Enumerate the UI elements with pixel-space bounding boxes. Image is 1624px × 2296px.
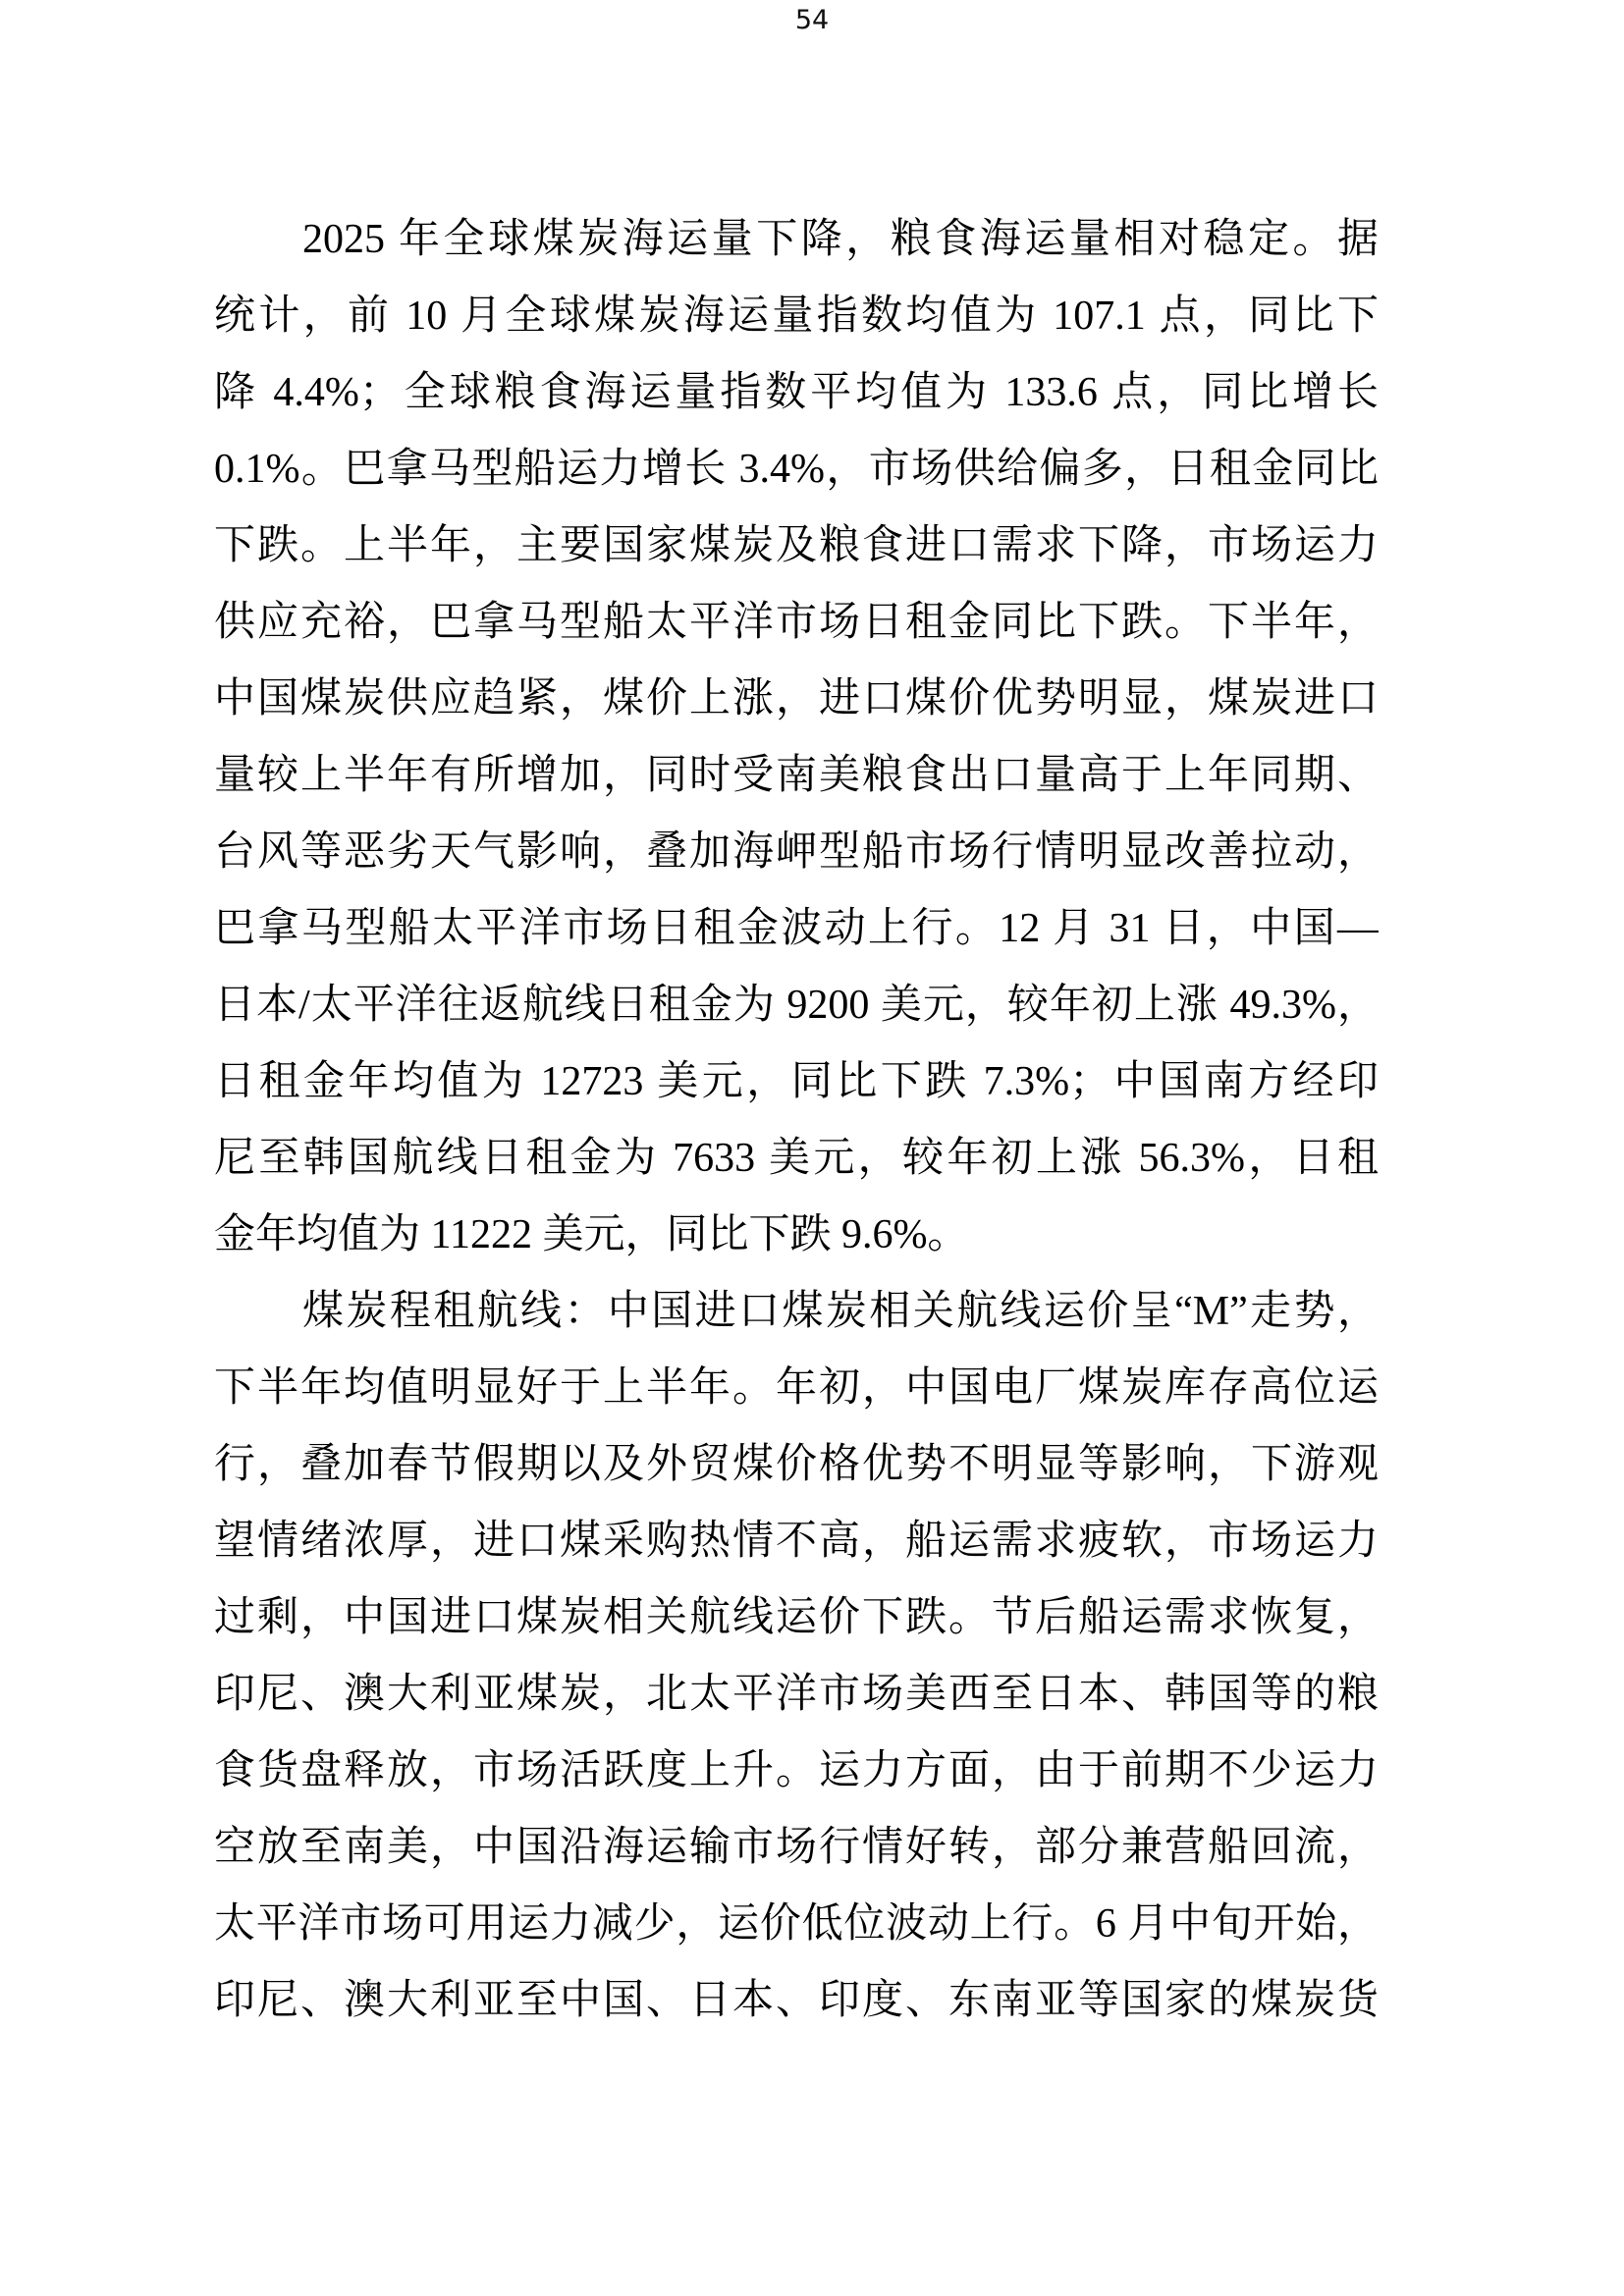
text-line: 统计，前 10 月全球煤炭海运量指数均值为 107.1 点，同比下 bbox=[214, 294, 1379, 339]
text-line: 空放至南美，中国沿海运输市场行情好转，部分兼营船回流， bbox=[214, 1825, 1379, 1870]
text-line: 巴拿马型船太平洋市场日租金波动上行。12 月 31 日，中国— bbox=[214, 906, 1379, 951]
page-number: 54 bbox=[794, 5, 830, 35]
text-line: 太平洋市场可用运力减少，运价低位波动上行。6 月中旬开始， bbox=[214, 1901, 1379, 1947]
text-line: 中国煤炭供应趋紧，煤价上涨，进口煤价优势明显，煤炭进口 bbox=[214, 676, 1379, 721]
paragraph-1 bbox=[214, 201, 1379, 1273]
text-line: 行，叠加春节假期以及外贸煤价格优势不明显等影响，下游观 bbox=[214, 1442, 1379, 1487]
text-line: 下跌。上半年，主要国家煤炭及粮食进口需求下降，市场运力 bbox=[214, 523, 1379, 568]
document-body bbox=[214, 201, 1379, 2039]
text-line: 供应充裕，巴拿马型船太平洋市场日租金同比下跌。下半年， bbox=[214, 600, 1379, 645]
text-line: 印尼、澳大利亚至中国、日本、印度、东南亚等国家的煤炭货 bbox=[214, 1978, 1379, 2023]
text-line: 金年均值为 11222 美元，同比下跌 9.6%。 bbox=[214, 1212, 969, 1257]
text-line: 尼至韩国航线日租金为 7633 美元，较年初上涨 56.3%，日租 bbox=[214, 1136, 1379, 1181]
text-line: 台风等恶劣天气影响，叠加海岬型船市场行情明显改善拉动， bbox=[214, 829, 1379, 875]
text-line: 2025 年全球煤炭海运量下降，粮食海运量相对稳定。据 bbox=[302, 217, 1379, 262]
text-line: 望情绪浓厚，进口煤采购热情不高，船运需求疲软，市场运力 bbox=[214, 1519, 1379, 1564]
text-line: 下半年均值明显好于上半年。年初，中国电厂煤炭库存高位运 bbox=[214, 1365, 1379, 1411]
text-line: 降 4.4%；全球粮食海运量指数平均值为 133.6 点，同比增长 bbox=[214, 370, 1379, 415]
paragraph-2 bbox=[214, 1273, 1379, 2039]
text-line: 过剩，中国进口煤炭相关航线运价下跌。节后船运需求恢复， bbox=[214, 1595, 1379, 1640]
text-line: 煤炭程租航线：中国进口煤炭相关航线运价呈“M”走势， bbox=[302, 1289, 1379, 1334]
text-line: 日租金年均值为 12723 美元，同比下跌 7.3%；中国南方经印 bbox=[214, 1059, 1379, 1104]
text-line: 量较上半年有所增加，同时受南美粮食出口量高于上年同期、 bbox=[214, 753, 1379, 798]
text-line: 0.1%。巴拿马型船运力增长 3.4%，市场供给偏多，日租金同比 bbox=[214, 447, 1379, 492]
text-line: 食货盘释放，市场活跃度上升。运力方面，由于前期不少运力 bbox=[214, 1748, 1379, 1793]
text-line: 印尼、澳大利亚煤炭，北太平洋市场美西至日本、韩国等的粮 bbox=[214, 1672, 1379, 1717]
text-line: 日本/太平洋往返航线日租金为 9200 美元，较年初上涨 49.3%， bbox=[214, 983, 1379, 1028]
